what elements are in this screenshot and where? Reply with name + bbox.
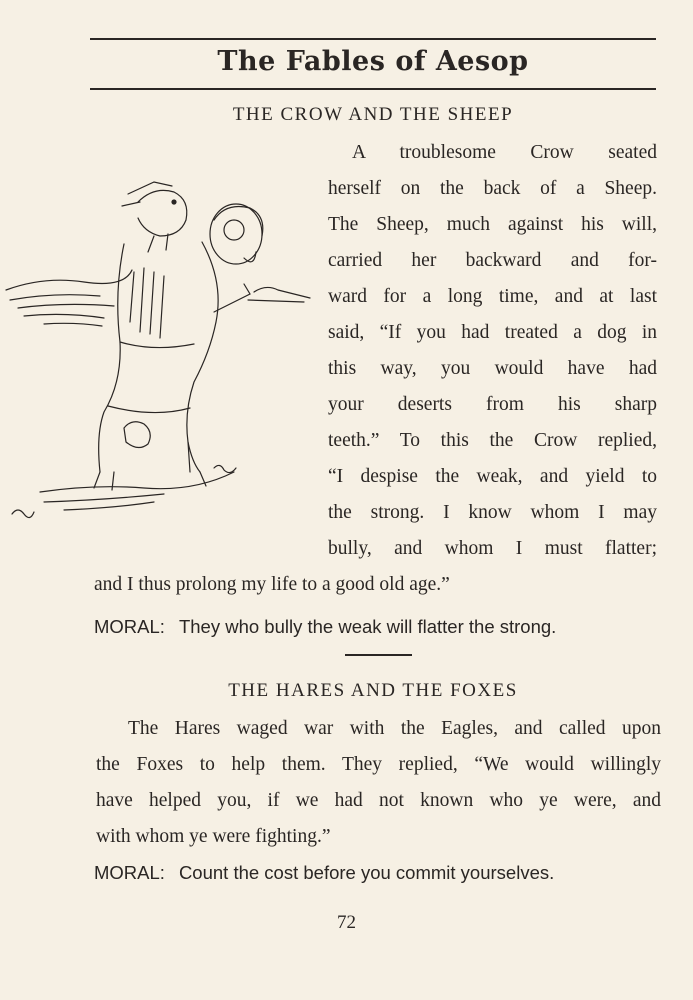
fable1-line-7: this way, you would have had [328, 358, 657, 379]
top-rule [90, 38, 656, 40]
fable2-line-4: with whom ye were fighting.” [96, 826, 331, 847]
fable1-line-10: “I despise the weak, and yield to [328, 466, 657, 487]
fable2-line-1: The Hares waged war with the Eagles, and called upon [128, 718, 661, 739]
fable1-line-3: The Sheep, much against his will, [328, 214, 657, 235]
header-rule [90, 88, 656, 90]
fable1-line-2: herself on the back of a Sheep. [328, 178, 657, 199]
moral-label: MORAL: [94, 616, 165, 637]
fable1-line-4: carried her backward and for- [328, 250, 657, 271]
crow-and-sheep-illustration [4, 172, 320, 538]
fable2-line-2: the Foxes to help them. They replied, “We would willingly [96, 754, 661, 775]
fable1-line-9: teeth.” To this the Crow replied, [328, 430, 657, 451]
fable-title-crow-and-sheep: THE CROW AND THE SHEEP [232, 104, 514, 125]
fable1-line-6: said, “If you had treated a dog in [328, 322, 657, 343]
running-head: The Fables of Aesop [217, 46, 529, 77]
moral-label: MORAL: [94, 862, 165, 883]
fable1-moral [94, 616, 556, 638]
moral-text: Count the cost before you commit yourselves. [178, 862, 555, 883]
page-number: 72 [337, 912, 356, 933]
fable1-line-1: A troublesome Crow seated [352, 142, 657, 163]
fable1-line-13: and I thus prolong my life to a good old age.” [94, 574, 450, 595]
fable2-line-3: have helped you, if we had not known who ye were, and [96, 790, 661, 811]
fable1-line-8: your deserts from his sharp [328, 394, 657, 415]
section-divider [345, 654, 412, 656]
fable1-line-11: the strong. I know whom I may [328, 502, 657, 523]
moral-text: They who bully the weak will flatter the strong. [178, 616, 557, 637]
fable2-moral [94, 862, 554, 884]
fable1-line-12: bully, and whom I must flatter; [328, 538, 657, 559]
fable1-line-5: ward for a long time, and at last [328, 286, 657, 307]
fable-title-hares-and-foxes: THE HARES AND THE FOXES [228, 680, 518, 701]
